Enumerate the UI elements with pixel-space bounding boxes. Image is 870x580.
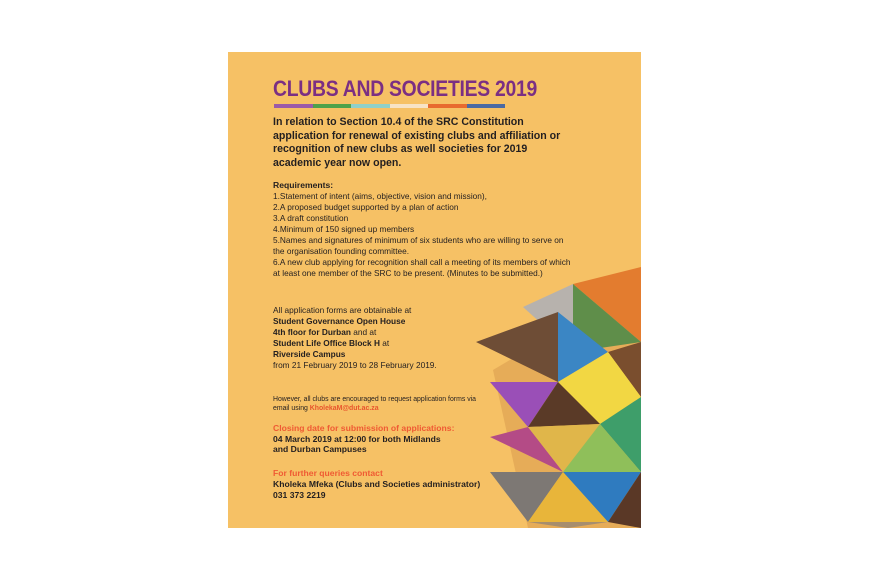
color-stripe [274,104,505,108]
availability-connector: and at [350,327,377,337]
availability-intro: All application forms are obtainable at [273,305,412,315]
location-durban: 4th floor for Durban [273,327,351,337]
contact-phone[interactable]: 031 373 2219 [273,490,326,500]
availability-dates: from 21 February 2019 to 28 February 2019. [273,360,437,370]
location-riverside: Riverside Campus [273,349,346,359]
availability-connector: at [379,338,390,348]
contact-heading: For further queries contact [273,468,383,478]
requirement-item: 1.Statement of intent (aims, objective, vision and mission), [273,191,487,201]
location-block-h: Student Life Office Block H [273,338,380,348]
email-note-text: However, all clubs are encouraged to request application forms via email using [273,396,477,413]
stripe-segment [428,104,467,108]
contact-name: Kholeka Mfeka (Clubs and Societies administrator) [273,479,481,489]
requirement-item: 4.Minimum of 150 signed up members [273,224,415,234]
intro-paragraph: In relation to Section 10.4 of the SRC Constitution application for renewal of existing clubs and affiliation or recognition of new clubs as well societies for 2019 academic year now open. [273,116,561,169]
stripe-segment [390,104,429,108]
closing-line: 04 March 2019 at 12:00 for both Midlands [273,433,441,444]
requirement-item: 2.A proposed budget supported by a plan of action [273,202,459,212]
location-open-house: Student Governance Open House [273,316,406,326]
closing-heading: Closing date for submission of applications: [273,423,455,433]
closing-date-block [273,423,513,455]
stripe-segment [351,104,390,108]
stripe-segment [274,104,313,108]
requirements-heading: Requirements: [273,180,334,190]
requirement-item: 3.A draft constitution [273,213,349,223]
poster [228,52,641,528]
requirements-list [273,180,573,279]
requirement-item: 6.A new club applying for recognition shall call a meeting of its members of which at least one member of the SRC to be present. (Minutes to be submitted.) [273,257,571,278]
contact-block [273,468,523,501]
page-title: CLUBS AND SOCIETIES 2019 [273,76,538,101]
stripe-segment [313,104,352,108]
availability-block [273,305,493,371]
email-note [273,395,493,413]
closing-line: and Durban Campuses [273,444,367,455]
email-link[interactable]: KholekaM@dut.ac.za [309,405,379,413]
stripe-segment [467,104,506,108]
requirement-item: 5.Names and signatures of minimum of six students who are willing to serve on the organisation founding committee. [273,235,564,256]
